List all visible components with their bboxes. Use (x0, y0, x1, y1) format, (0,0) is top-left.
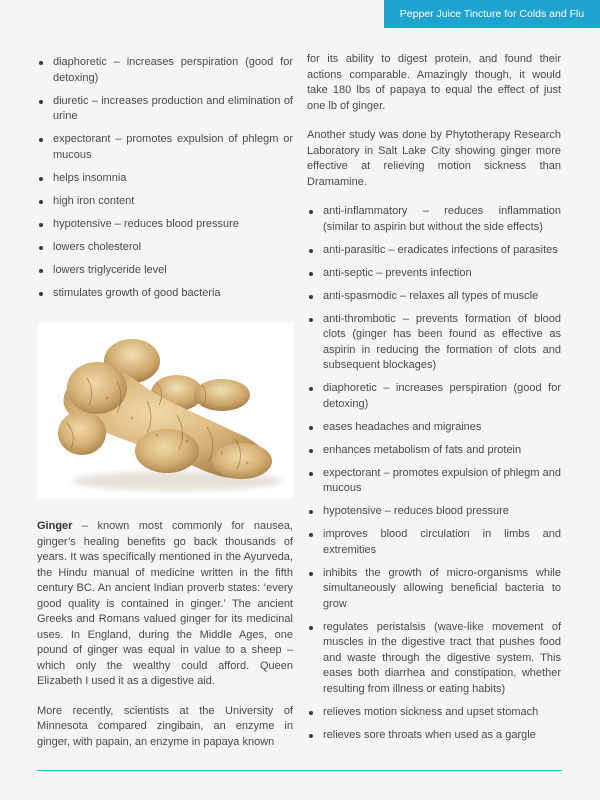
footer-divider (37, 770, 562, 771)
right-benefits-list (307, 204, 561, 743)
list-item: hypotensive – reduces blood pressure (37, 217, 293, 233)
bullet-dot-icon (39, 200, 43, 204)
right-column (307, 52, 561, 751)
list-item: stimulates growth of good bacteria (37, 286, 293, 302)
list-item: diaphoretic – increases perspiration (good for detoxing) (37, 55, 293, 86)
list-item: inhibits the growth of micro-organisms while simultaneously allowing beneficial bacteria to grow (307, 566, 561, 613)
list-item: eases headaches and migraines (307, 420, 561, 436)
bullet-dot-icon (39, 269, 43, 273)
bullet-dot-icon (39, 177, 43, 181)
list-item: anti-thrombotic – prevents formation of blood clots (ginger has been found as effective as aspirin in reducing the formation of clots and subsequent blockages) (307, 312, 561, 374)
list-item: lowers triglyceride level (37, 263, 293, 279)
list-item: enhances metabolism of fats and protein (307, 443, 561, 459)
list-item: relieves motion sickness and upset stomach (307, 705, 561, 721)
papaya-comparison-paragraph: for its ability to digest protein, and found their actions comparable. Amazingly though, it would take 180 lbs of papaya to equal the effect of just one lb of ginger. (307, 53, 561, 112)
list-item: anti-parasitic – eradicates infections of parasites (307, 243, 561, 259)
bullet-dot-icon (309, 249, 313, 253)
list-item: regulates peristalsis (wave-like movement of muscles in the digestive tract that pushes food and waste through the digestive system. This eases both diarrhea and constipation, whether resulting from illness or eating habits) (307, 620, 561, 698)
list-item: diuretic – increases production and elimination of urine (37, 94, 293, 125)
bullet-dot-icon (309, 272, 313, 276)
bullet-dot-icon (309, 387, 313, 391)
ginger-lead-word: Ginger (37, 520, 73, 532)
bullet-dot-icon (39, 138, 43, 142)
bullet-dot-icon (309, 318, 313, 322)
list-item: high iron content (37, 194, 293, 210)
list-item: anti-septic – prevents infection (307, 266, 561, 282)
left-lower-text (37, 519, 293, 764)
bullet-dot-icon (309, 734, 313, 738)
list-item: anti-spasmodic – relaxes all types of muscle (307, 289, 561, 305)
list-item: diaphoretic – increases perspiration (good for detoxing) (307, 381, 561, 412)
left-benefits-list (37, 55, 293, 301)
bullet-dot-icon (309, 626, 313, 630)
list-item: improves blood circulation in limbs and extremities (307, 527, 561, 558)
list-item: hypotensive – reduces blood pressure (307, 504, 561, 520)
list-item: expectorant – promotes expulsion of phlegm or mucous (37, 132, 293, 163)
bullet-dot-icon (39, 246, 43, 250)
bullet-dot-icon (309, 472, 313, 476)
list-item: relieves sore throats when used as a gargle (307, 728, 561, 744)
list-item: helps insomnia (37, 171, 293, 187)
bullet-dot-icon (39, 61, 43, 65)
bullet-dot-icon (309, 295, 313, 299)
bullet-dot-icon (309, 426, 313, 430)
bullet-dot-icon (309, 449, 313, 453)
bullet-dot-icon (309, 572, 313, 576)
bullet-dot-icon (309, 210, 313, 214)
bullet-dot-icon (309, 510, 313, 514)
list-item: lowers cholesterol (37, 240, 293, 256)
recent-studies-paragraph: More recently, scientists at the University of Minnesota compared zingibain, an enzyme in ginger, with papain, an enzyme in papaya known (37, 704, 293, 748)
bullet-dot-icon (39, 223, 43, 227)
bullet-dot-icon (39, 292, 43, 296)
bullet-dot-icon (309, 711, 313, 715)
list-item: anti-inflammatory – reduces inflammation (similar to aspirin but without the side effects) (307, 204, 561, 235)
header-title: Pepper Juice Tincture for Colds and Flu (384, 0, 600, 28)
bullet-dot-icon (39, 100, 43, 104)
ginger-root-image (37, 323, 293, 499)
bullet-dot-icon (309, 533, 313, 537)
motion-sickness-study-paragraph: Another study was done by Phytotherapy Research Laboratory in Salt Lake City showing ginger more effective at relieving motion sickness than Dramamine. (307, 129, 561, 188)
left-column (37, 55, 293, 309)
list-item: expectorant – promotes expulsion of phlegm and mucous (307, 466, 561, 497)
ginger-history-paragraph: Ginger – known most commonly for nausea, ginger’s healing benefits go back thousands of years. It was specifically mentioned in the Ayurveda, the Hindu manual of medicine written in the fifth century BC. An ancient Indian proverb states: ‘every good quality is contained in ginger.’ The ancient Greeks and Romans valued ginger for its medicinal uses. In England, during the Middle Ages, one pound of ginger was equal in value to a sheep – which only the wealthy could afford. Queen Elizabeth I used it as a digestive aid. (37, 520, 293, 687)
